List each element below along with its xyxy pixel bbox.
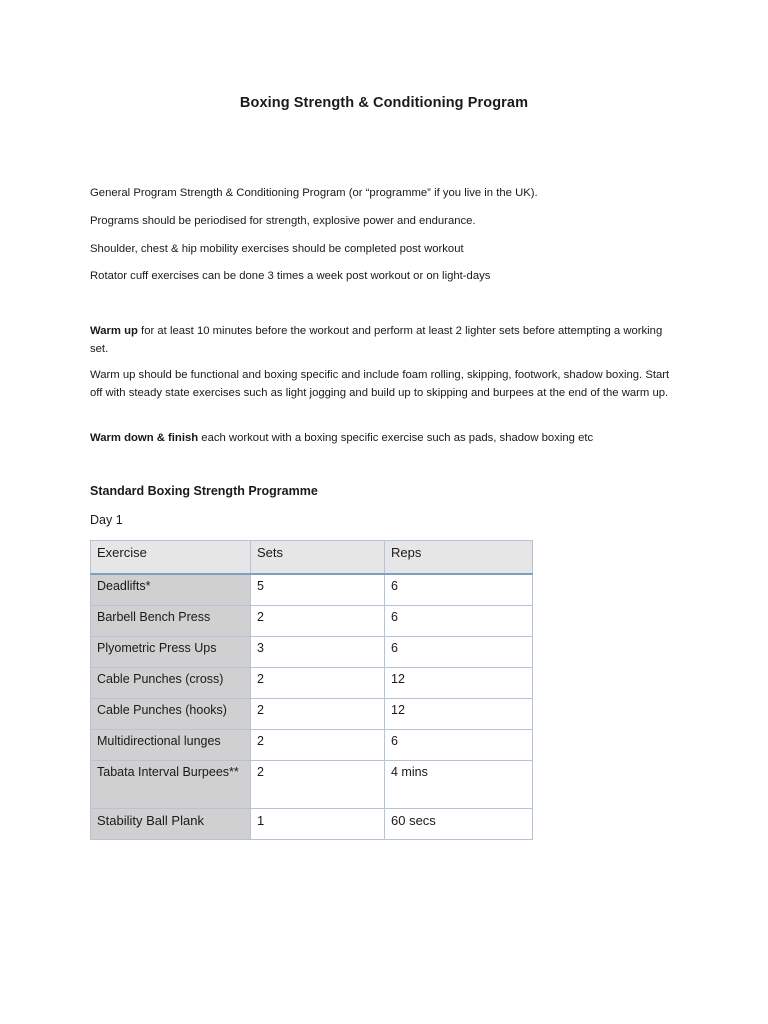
exercise-cell: Plyometric Press Ups	[91, 636, 251, 667]
exercise-cell: Multidirectional lunges	[91, 729, 251, 760]
intro-paragraph-4: Rotator cuff exercises can be done 3 times a week post workout or on light-days	[90, 270, 491, 282]
table-row	[91, 667, 533, 698]
exercise-cell: Cable Punches (cross)	[91, 667, 251, 698]
reps-cell: 6	[385, 605, 533, 636]
reps-cell: 12	[385, 667, 533, 698]
table-row	[91, 698, 533, 729]
reps-cell: 6	[385, 636, 533, 667]
day-label: Day 1	[90, 513, 123, 527]
table-row	[91, 605, 533, 636]
table-row	[91, 808, 533, 839]
section-heading: Standard Boxing Strength Programme	[90, 484, 318, 498]
warmup-text: for at least 10 minutes before the workout and perform at least 2 lighter sets before attempting a working set.	[90, 325, 663, 355]
header-sets: Sets	[251, 541, 385, 575]
header-exercise: Exercise	[91, 541, 251, 575]
exercise-cell: Deadlifts*	[91, 574, 251, 605]
warmup-detail-paragraph: Warm up should be functional and boxing specific and include foam rolling, skipping, footwork, shadow boxing. Start off with steady state exercises such as light jogging and build up to skipping and burpees at the end of the warm up.	[90, 369, 670, 399]
warmup-bold-label: Warm up	[90, 325, 138, 337]
document-title: Boxing Strength & Conditioning Program	[239, 95, 529, 111]
warmdown-text: each workout with a boxing specific exercise such as pads, shadow boxing etc	[198, 432, 594, 444]
sets-cell: 2	[251, 729, 385, 760]
warmdown-paragraph	[90, 429, 670, 447]
warmdown-bold-label: Warm down & finish	[90, 432, 199, 444]
table-header-row	[91, 541, 533, 575]
reps-cell: 12	[385, 698, 533, 729]
intro-paragraph-2: Programs should be periodised for strength, explosive power and endurance.	[90, 215, 476, 227]
intro-paragraph-3: Shoulder, chest & hip mobility exercises should be completed post workout	[90, 243, 464, 255]
sets-cell: 5	[251, 574, 385, 605]
header-reps: Reps	[385, 541, 533, 575]
table-row	[91, 729, 533, 760]
exercise-cell: Barbell Bench Press	[91, 605, 251, 636]
table-row	[91, 574, 533, 605]
reps-cell: 60 secs	[385, 808, 533, 839]
reps-cell: 6	[385, 574, 533, 605]
program-table	[90, 540, 533, 840]
sets-cell: 2	[251, 667, 385, 698]
table-row	[91, 760, 533, 808]
sets-cell: 3	[251, 636, 385, 667]
sets-cell: 1	[251, 808, 385, 839]
exercise-cell: Stability Ball Plank	[91, 808, 251, 839]
table-row	[91, 636, 533, 667]
warmup-paragraph	[90, 322, 670, 358]
intro-paragraph-1: General Program Strength & Conditioning Program (or “programme” if you live in the UK).	[90, 187, 538, 199]
exercise-cell: Tabata Interval Burpees**	[91, 760, 251, 808]
sets-cell: 2	[251, 698, 385, 729]
reps-cell: 6	[385, 729, 533, 760]
exercise-cell: Cable Punches (hooks)	[91, 698, 251, 729]
reps-cell: 4 mins	[385, 760, 533, 808]
sets-cell: 2	[251, 605, 385, 636]
sets-cell: 2	[251, 760, 385, 808]
